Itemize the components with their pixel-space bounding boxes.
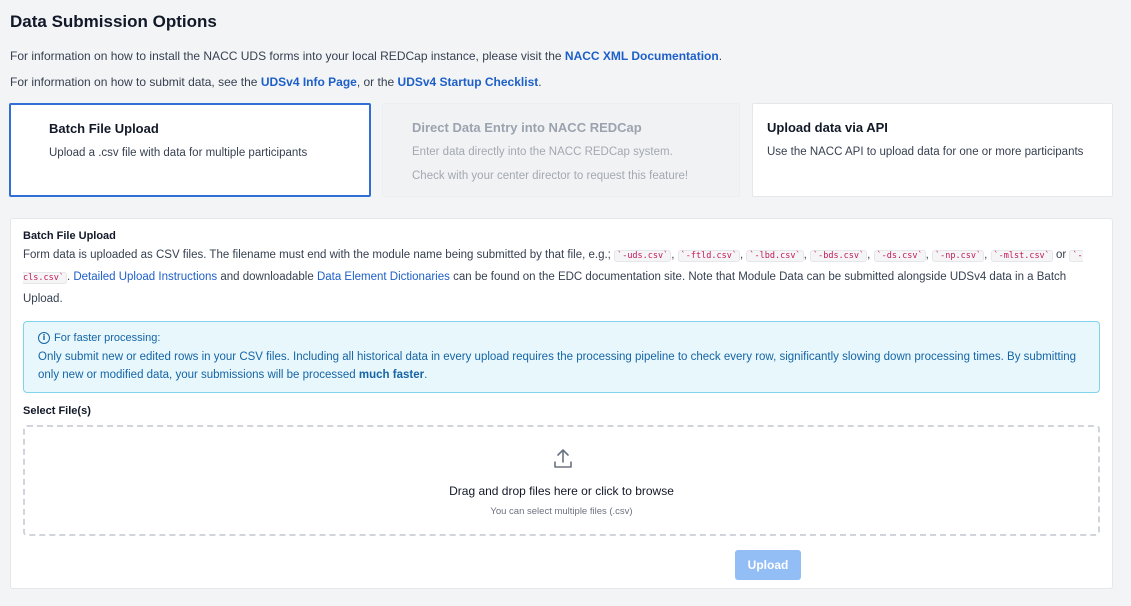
submit-info-text <box>10 75 542 89</box>
direct-card-desc-1: Enter data directly into the NACC REDCap system. <box>412 146 673 158</box>
detailed-upload-instructions-link[interactable]: Detailed Upload Instructions <box>73 271 218 283</box>
upload-button[interactable]: Upload <box>735 550 801 580</box>
direct-card-title: Direct Data Entry into NACC REDCap <box>412 120 642 135</box>
info-icon: i <box>38 332 50 344</box>
alert-body-text: Only submit new or edited rows in your CSV files. Including all historical data in every upload requires the processing pipeline to check every row, significantly slowing down processing times. By submitting only new or modified data, your submissions will be processed <box>38 351 1077 381</box>
file-dropzone[interactable] <box>23 425 1100 536</box>
batch-card-desc: Upload a .csv file with data for multiple participants <box>49 147 308 159</box>
desc-after-codes: . <box>66 271 74 283</box>
upload-icon <box>553 447 573 471</box>
filename-code: `-ftld.csv` <box>678 250 740 262</box>
submit-info-middle: , or the <box>356 75 398 89</box>
page-title: Data Submission Options <box>10 12 217 31</box>
install-info-text <box>10 49 722 63</box>
filename-code: `-ds.csv` <box>874 250 926 262</box>
alert-body <box>38 348 1085 384</box>
dropzone-main-text: Drag and drop files here or click to browse <box>449 484 674 498</box>
code-separator: , <box>739 249 744 261</box>
panel-description <box>23 245 1098 310</box>
data-element-dictionaries-link[interactable]: Data Element Dictionaries <box>316 271 450 283</box>
select-files-label: Select File(s) <box>23 405 91 417</box>
submit-info-suffix: . <box>538 75 542 89</box>
code-separator: , <box>984 249 988 261</box>
filename-code: `-np.csv` <box>932 250 984 262</box>
panel-title: Batch File Upload <box>23 230 116 242</box>
filename-code: `-bds.csv` <box>810 250 867 262</box>
batch-card-title: Batch File Upload <box>49 121 159 136</box>
dropzone-sub-text: You can select multiple files (.csv) <box>490 506 633 517</box>
upload-via-api-card[interactable] <box>752 103 1113 197</box>
filename-code: `-lbd.csv` <box>746 250 803 262</box>
alert-title: For faster processing: <box>54 332 161 344</box>
filename-code: `-cls.csv` <box>23 251 1083 283</box>
install-info-suffix: . <box>718 49 723 63</box>
faster-processing-alert <box>23 321 1100 393</box>
alert-end: . <box>424 369 428 381</box>
code-separator: , <box>867 249 871 261</box>
alert-emphasis: much faster <box>358 369 425 381</box>
code-or: or <box>1056 249 1067 261</box>
code-separator: , <box>925 249 929 261</box>
filename-code: `-uds.csv` <box>614 250 671 262</box>
filename-code: `-mlst.csv` <box>991 250 1053 262</box>
api-card-desc: Use the NACC API to upload data for one or more participants <box>767 146 1084 158</box>
desc-intro: Form data is uploaded as CSV files. The filename must end with the module name being submitted by that file, e.g.; <box>23 249 615 261</box>
install-info-prefix: For information on how to install the NACC UDS forms into your local REDCap instance, please visit the <box>10 49 565 63</box>
code-separator: , <box>803 249 807 261</box>
batch-file-upload-card[interactable] <box>9 103 371 197</box>
udsv4-startup-checklist-link[interactable]: UDSv4 Startup Checklist <box>397 75 539 89</box>
direct-data-entry-card <box>382 103 740 197</box>
direct-card-desc-2: Check with your center director to request this feature! <box>412 170 689 182</box>
nacc-xml-docs-link[interactable]: NACC XML Documentation <box>564 49 719 63</box>
desc-end: can be found on the EDC documentation site. Note that Module Data can be submitted alongside UDSv4 data in a Batch Upload. <box>23 271 1067 305</box>
batch-upload-panel <box>10 218 1113 589</box>
api-card-title: Upload data via API <box>767 120 888 135</box>
desc-mid: and downloadable <box>217 271 317 283</box>
udsv4-info-page-link[interactable]: UDSv4 Info Page <box>260 75 357 89</box>
alert-header <box>38 332 1085 344</box>
code-separator: , <box>671 249 675 261</box>
submit-info-prefix: For information on how to submit data, see the <box>10 75 261 89</box>
